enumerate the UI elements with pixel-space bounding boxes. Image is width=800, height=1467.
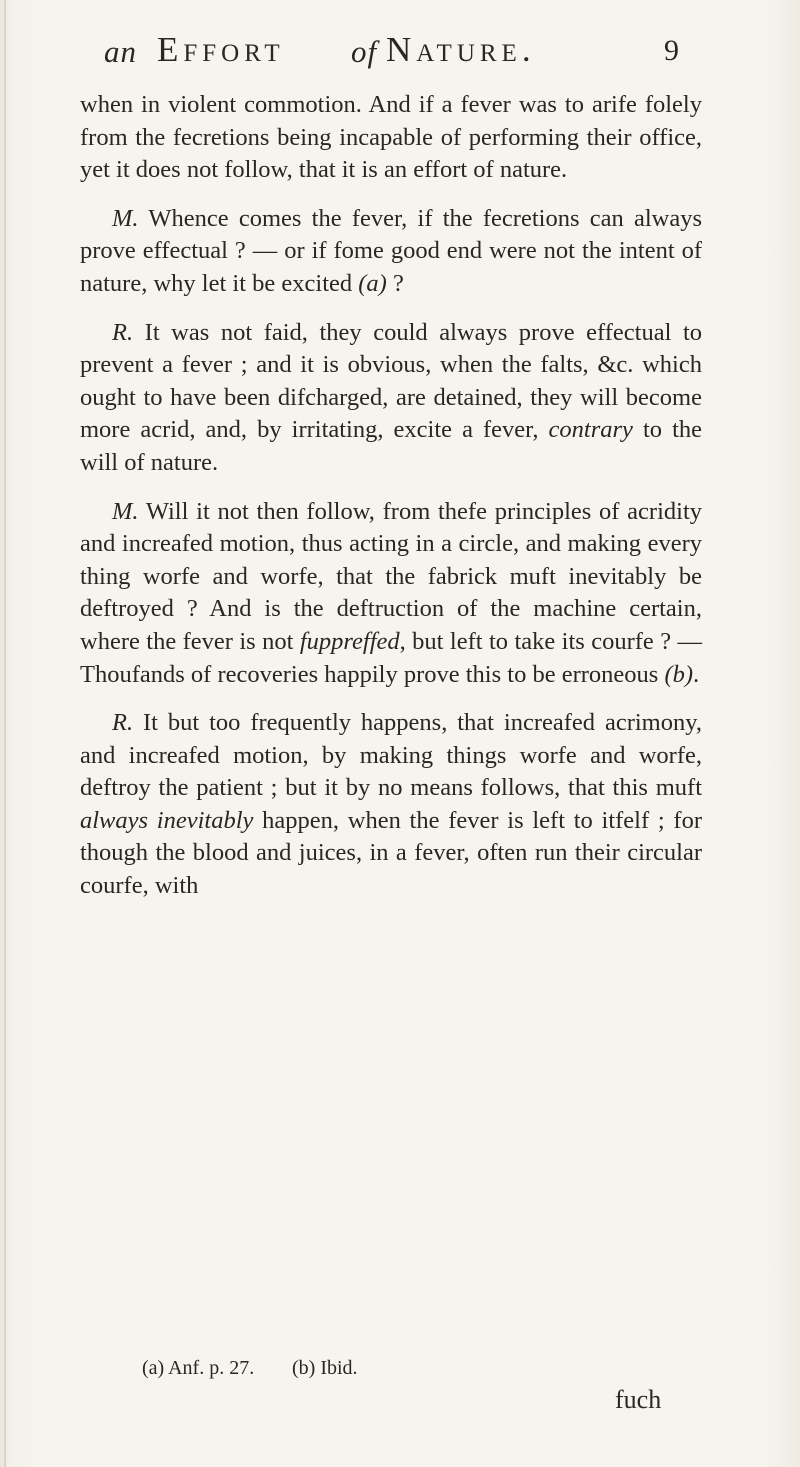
paragraph-4: M. Will it not then follow, from thefe principles of acridity and increafed motion, thus acting in a circle, and making every thing worfe and worfe, that the fabrick muft inevitably be deftroyed ? And is the deftruction of the machine certain, where the fever is not fuppreffed, but left to take its courfe ? — Thoufands of recoveries happily prove this to be erroneous (b).	[80, 497, 703, 688]
speaker-label: R.	[112, 709, 134, 737]
header-word-an: an	[104, 34, 137, 69]
catchword: fuch	[615, 1385, 662, 1414]
paragraph-5: R. It but too frequently happens, that increafed acrimony, and increafed motion, by making things worfe and worfe, deftroy the patient ; but it by no means follows, that this muft always inevitably happen, when the fever is left to itfelf ; for though the blood and juices, in a fever, often run their circular courfe, with	[80, 709, 702, 900]
emphasis-text: always inevitably	[80, 806, 254, 834]
header-word-effort: Effort	[157, 30, 285, 69]
paragraph-1: when in violent commotion. And if a fever was to arife folely from the fecretions being incapable of performing their office, yet it does not follow, that it is an effort of nature.	[80, 91, 702, 184]
footnote-a: (a) Anf. p. 27.	[142, 1357, 255, 1379]
header-word-nature: Nature.	[386, 30, 536, 69]
body-text	[80, 89, 702, 903]
footnote-ref-a: (a)	[358, 269, 387, 297]
paragraph-3: R. It was not faid, they could always prove effectual to prevent a fever ; and it is obvious, when the falts, &c. which ought to have been difcharged, are detained, they will become more acrid, and, by irritating, excite a fever, contrary to the will of nature.	[80, 318, 703, 476]
emphasis-text: contrary	[548, 416, 633, 444]
speaker-label: M.	[112, 204, 139, 232]
emphasis-text: fuppreffed	[299, 627, 400, 655]
paragraph-2: M. Whence comes the fever, if the fecretions can always prove effectual ? — or if fome good end were not the intent of nature, why let it be excited (a) ?	[80, 204, 702, 297]
page-number: 9	[664, 34, 680, 67]
speaker-label: R.	[112, 318, 134, 346]
page-gutter-edge	[4, 0, 6, 1467]
footnote-ref-b: (b)	[664, 660, 694, 688]
running-header	[80, 28, 730, 78]
speaker-label: M.	[112, 497, 139, 525]
header-word-of: of	[351, 34, 378, 69]
footnote-b: (b) Ibid.	[292, 1357, 358, 1379]
